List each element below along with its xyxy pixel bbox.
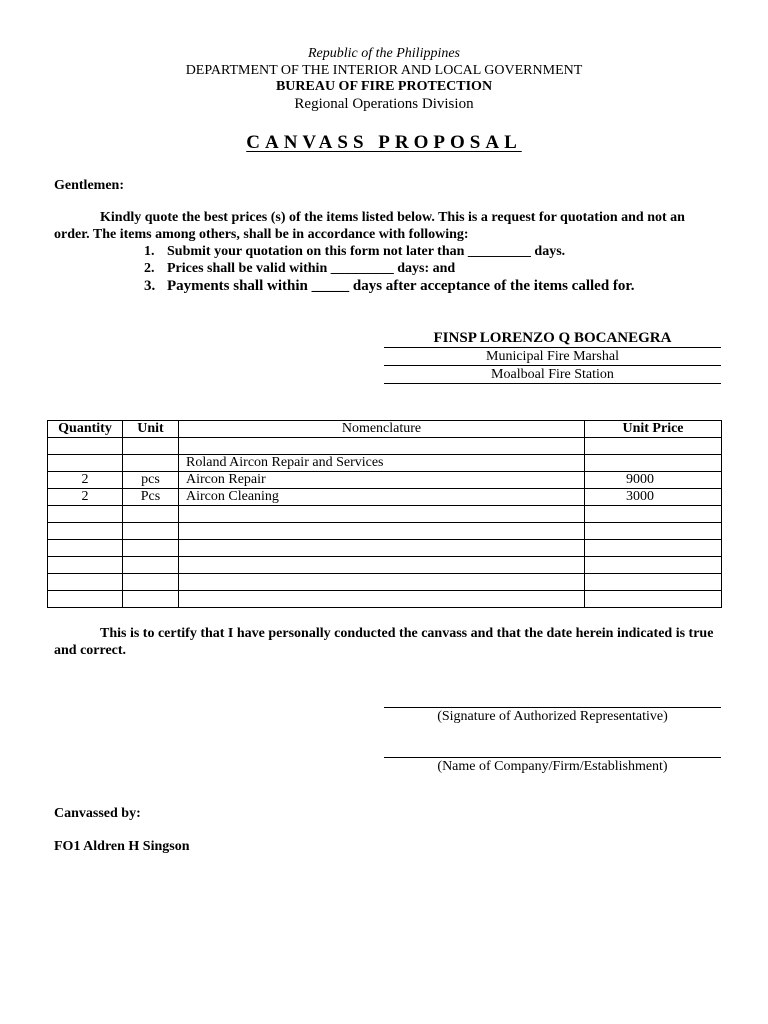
cell-nomenclature: Roland Aircon Repair and Services [179, 455, 585, 472]
cell-quantity [48, 540, 123, 557]
cell-unit-price [585, 455, 722, 472]
certification-paragraph: This is to certify that I have personally conducted the canvass and that the date herein indicated is true and correct. [54, 626, 714, 658]
cell-quantity [48, 506, 123, 523]
cell-unit [123, 455, 179, 472]
cell-unit-price: 9000 [585, 472, 722, 489]
cell-nomenclature [179, 438, 585, 455]
cell-nomenclature [179, 506, 585, 523]
cell-unit-price [585, 438, 722, 455]
table-row [48, 557, 722, 574]
cell-quantity [48, 438, 123, 455]
table-row [48, 506, 722, 523]
cell-unit-price: 3000 [585, 489, 722, 506]
header-quantity: Quantity [48, 421, 123, 438]
table-row [48, 472, 722, 489]
table-row [48, 540, 722, 557]
republic-line: Republic of the Philippines [307, 46, 461, 61]
department-line: DEPARTMENT OF THE INTERIOR AND LOCAL GOVERNMENT [185, 63, 583, 78]
cell-unit [123, 540, 179, 557]
cell-unit [123, 438, 179, 455]
cell-unit: Pcs [123, 489, 179, 506]
cell-unit [123, 557, 179, 574]
table-row [48, 455, 722, 472]
cell-unit-price [585, 506, 722, 523]
cell-unit [123, 506, 179, 523]
header-unit-price: Unit Price [585, 421, 722, 438]
condition-number: 2. [144, 261, 155, 276]
table-row [48, 574, 722, 591]
cell-unit-price [585, 574, 722, 591]
official-signature-block [384, 330, 721, 384]
condition-item [144, 277, 634, 295]
canvassed-by-label: Canvassed by: [54, 806, 141, 821]
cell-unit [123, 574, 179, 591]
canvass-table [47, 420, 722, 608]
table-header-row [48, 421, 722, 438]
cell-unit-price [585, 557, 722, 574]
cell-quantity: 2 [48, 472, 123, 489]
division-line: Regional Operations Division [294, 96, 474, 112]
condition-text: Submit your quotation on this form not later than _________ days. [167, 244, 566, 259]
cell-nomenclature: Aircon Repair [179, 472, 585, 489]
representative-signature-line: (Signature of Authorized Representative) [384, 707, 721, 725]
company-name-line: (Name of Company/Firm/Establishment) [384, 757, 721, 775]
header-unit: Unit [123, 421, 179, 438]
cell-quantity: 2 [48, 489, 123, 506]
condition-text: Payments shall within _____ days after acceptance of the items called for. [167, 278, 635, 294]
cell-nomenclature [179, 574, 585, 591]
cell-nomenclature [179, 591, 585, 608]
bureau-line: BUREAU OF FIRE PROTECTION [275, 79, 493, 94]
table-row [48, 438, 722, 455]
condition-item [144, 243, 634, 260]
cell-nomenclature: Aircon Cleaning [179, 489, 585, 506]
condition-number: 3. [144, 278, 156, 294]
table-row [48, 591, 722, 608]
table-row [48, 523, 722, 540]
cell-quantity [48, 455, 123, 472]
cell-unit [123, 591, 179, 608]
cell-quantity [48, 591, 123, 608]
cell-nomenclature [179, 523, 585, 540]
cell-nomenclature [179, 540, 585, 557]
table-body [48, 438, 722, 608]
conditions-list [144, 243, 634, 295]
intro-paragraph: Kindly quote the best prices (s) of the items listed below. This is a request for quotation and not an order. The items among others, shall be in accordance with following: [54, 210, 685, 242]
cell-unit-price [585, 540, 722, 557]
cell-quantity [48, 557, 123, 574]
cell-unit-price [585, 591, 722, 608]
cell-quantity [48, 574, 123, 591]
condition-text: Prices shall be valid within _________ days: and [167, 261, 456, 276]
official-station: Moalboal Fire Station [384, 366, 721, 384]
table-row [48, 489, 722, 506]
greeting: Gentlemen: [54, 178, 124, 193]
official-name: FINSP LORENZO Q BOCANEGRA [384, 330, 721, 348]
cell-unit [123, 523, 179, 540]
document-title: CANVASS PROPOSAL [246, 132, 522, 153]
condition-number: 1. [144, 244, 155, 259]
cell-quantity [48, 523, 123, 540]
official-position: Municipal Fire Marshal [384, 348, 721, 366]
cell-nomenclature [179, 557, 585, 574]
header-nomenclature: Nomenclature [179, 421, 585, 438]
canvasser-name: FO1 Aldren H Singson [54, 839, 190, 854]
condition-item [144, 260, 634, 277]
cell-unit-price [585, 523, 722, 540]
cell-unit: pcs [123, 472, 179, 489]
